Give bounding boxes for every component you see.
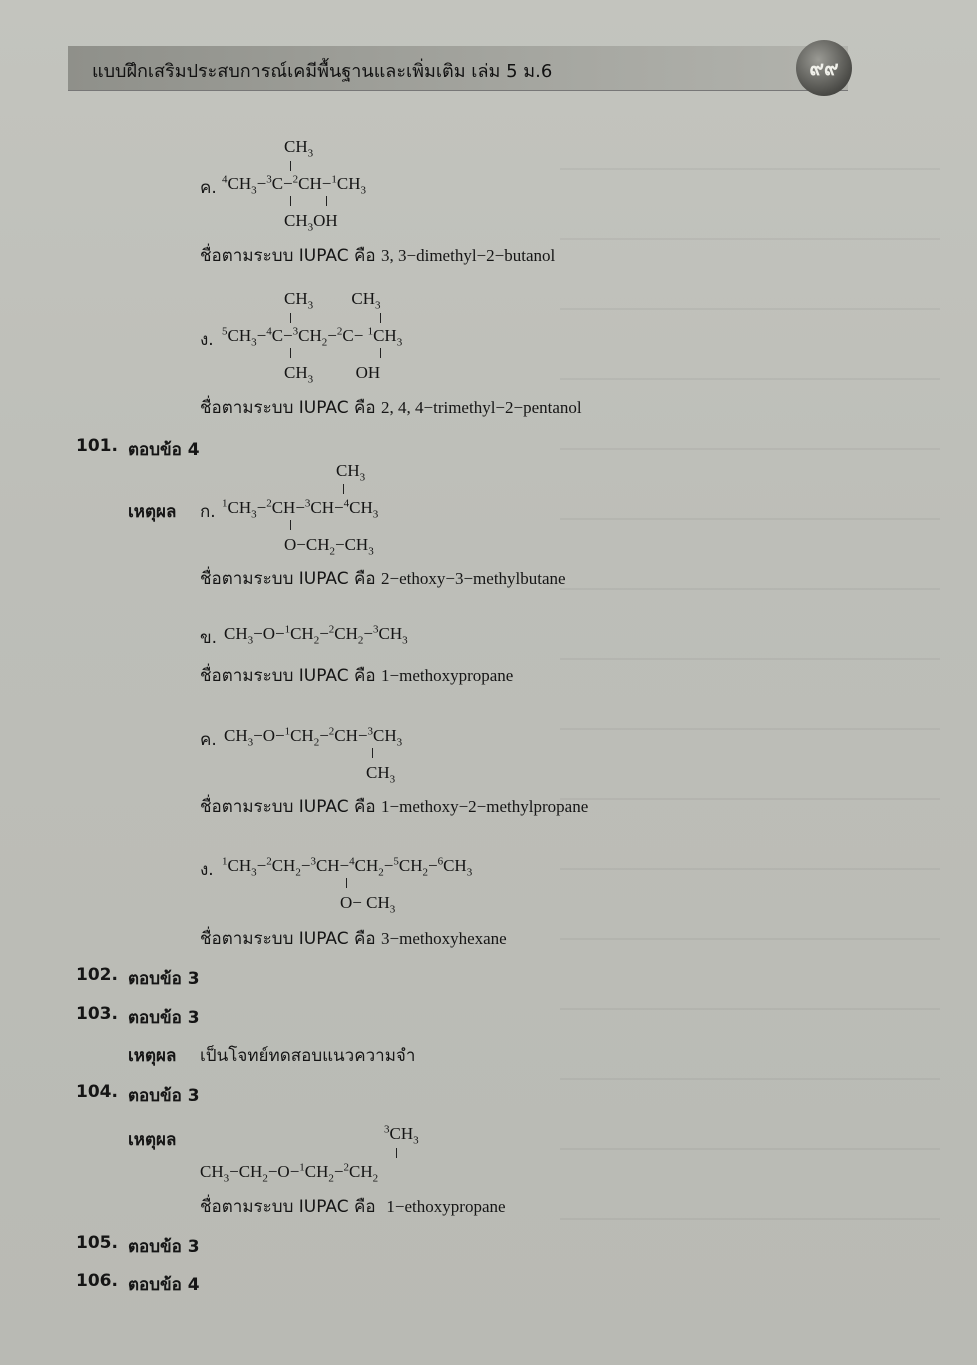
page-number: ๙๙ <box>809 56 839 80</box>
formula-101a-top: $CH_3$ <box>336 461 366 484</box>
question-number: 104. <box>76 1082 118 1102</box>
iupac-line: ชื่อตามระบบ IUPAC คือ 1−methoxypropane <box>200 666 514 686</box>
item-label: ค. <box>200 730 217 750</box>
reason-label: เหตุผล <box>128 502 177 522</box>
reason-text: เป็นโจทย์ทดสอบแนวความจำ <box>200 1046 416 1066</box>
formula-c-main: $^4CH_3-^3C-^2CH-^1CH_3$ <box>222 173 366 197</box>
question-number: 101. <box>76 436 118 456</box>
item-label: ง. <box>200 330 214 350</box>
question-number: 102. <box>76 965 118 985</box>
question-number: 106. <box>76 1271 118 1291</box>
formula-104-top: $^3CH_3$ <box>384 1123 419 1147</box>
iupac-name: 3, 3−dimethyl−2−butanol <box>381 246 556 265</box>
answer: ตอบข้อ 3 <box>128 1008 200 1028</box>
formula-101a-main: $^1CH_3-^2CH-^3CH-^4CH_3$ <box>222 497 379 521</box>
answer: ตอบข้อ 3 <box>128 1237 200 1257</box>
item-label: ก. <box>200 502 216 522</box>
formula-101d-main: $^1CH_3-^2CH_2-^3CH-^4CH_2-^5CH_2-^6CH_3$ <box>222 855 473 879</box>
formula-c-bottom: $CH_3OH$ <box>284 211 338 234</box>
formula-101c-main: $CH_3-O-^1CH_2-^2CH-^3CH_3$ <box>224 725 403 749</box>
bleed-through <box>560 140 940 1240</box>
iupac-name: 3−methoxyhexane <box>381 929 507 948</box>
reason-label: เหตุผล <box>128 1130 177 1150</box>
item-label: ข. <box>200 628 218 648</box>
answer: ตอบข้อ 3 <box>128 969 200 989</box>
iupac-line: ชื่อตามระบบ IUPAC คือ 2, 4, 4−trimethyl−2−pentanol <box>200 398 582 418</box>
question-number: 103. <box>76 1004 118 1024</box>
formula-d-bottom: $CH_3$ OH <box>284 363 381 386</box>
question-number: 105. <box>76 1233 118 1253</box>
iupac-line: ชื่อตามระบบ IUPAC คือ 1−ethoxypropane <box>200 1197 506 1217</box>
iupac-name: 2, 4, 4−trimethyl−2−pentanol <box>381 398 582 417</box>
formula-d-top: $CH_3$ $CH_3$ <box>284 289 381 312</box>
iupac-line: ชื่อตามระบบ IUPAC คือ 1−methoxy−2−methylpropane <box>200 797 589 817</box>
formula-101b: $CH_3-O-^1CH_2-^2CH_2-^3CH_3$ <box>224 623 408 647</box>
answer: ตอบข้อ 4 <box>128 1275 200 1295</box>
iupac-name: 1−methoxypropane <box>381 666 514 685</box>
iupac-line: ชื่อตามระบบ IUPAC คือ 3−methoxyhexane <box>200 929 507 949</box>
iupac-name: 1−ethoxypropane <box>386 1197 506 1216</box>
formula-101c-bottom: $CH_3$ <box>366 763 396 786</box>
formula-101a-bottom: $O-CH_2-CH_3$ <box>284 535 374 558</box>
iupac-name: 2−ethoxy−3−methylbutane <box>381 569 566 588</box>
reason-label: เหตุผล <box>128 1046 177 1066</box>
formula-101d-bottom: $O- CH_3$ <box>340 893 396 916</box>
item-label: ง. <box>200 860 214 880</box>
iupac-line: ชื่อตามระบบ IUPAC คือ 2−ethoxy−3−methylbutane <box>200 569 566 589</box>
item-label: ค. <box>200 178 217 198</box>
formula-104-main: $CH_3-CH_2-O-^1CH_2-^2CH_2$ <box>200 1161 379 1185</box>
iupac-name: 1−methoxy−2−methylpropane <box>381 797 589 816</box>
answer: ตอบข้อ 4 <box>128 440 200 460</box>
answer: ตอบข้อ 3 <box>128 1086 200 1106</box>
header-title: แบบฝึกเสริมประสบการณ์เคมีพื้นฐานและเพิ่มเติม เล่ม 5 ม.6 <box>92 61 553 82</box>
formula-d-main: $^5CH_3-^4C-^3CH_2-^2C- ^1CH_3$ <box>222 325 403 349</box>
formula-c-top: $CH_3$ <box>284 137 314 160</box>
iupac-line: ชื่อตามระบบ IUPAC คือ 3, 3−dimethyl−2−butanol <box>200 246 556 266</box>
